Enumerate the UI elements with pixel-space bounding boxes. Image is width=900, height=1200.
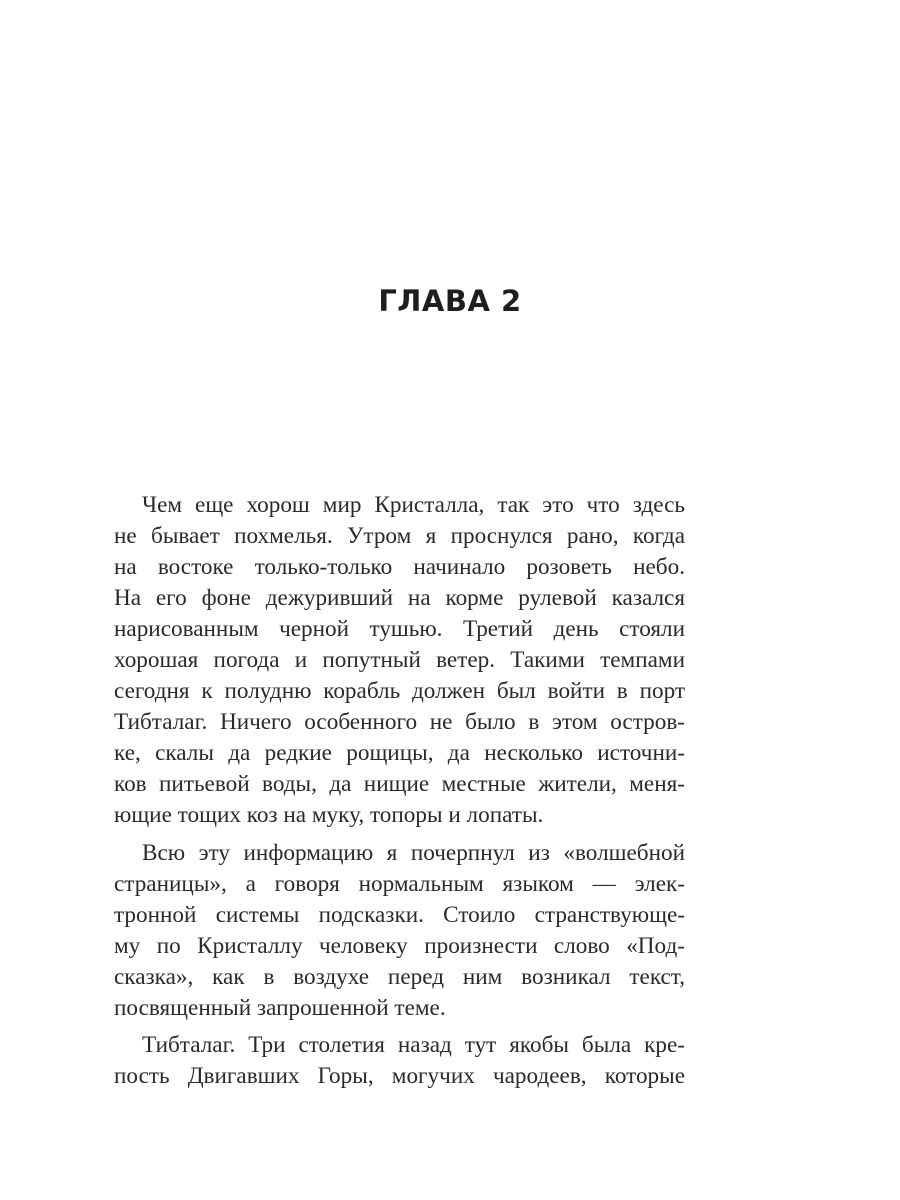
paragraph-2 <box>114 838 685 1024</box>
text-line: Тибталаг. Три столетия назад тут якобы была кре- <box>142 1031 685 1058</box>
text-line: не бывает похмелья. Утром я проснулся рано, когда <box>114 523 685 550</box>
text-line: На его фоне дежуривший на корме рулевой казался <box>114 585 685 612</box>
chapter-title: ГЛАВА 2 <box>378 284 522 318</box>
text-line: страницы», а говоря нормальным языком — элек- <box>114 870 685 897</box>
text-line: Тибталаг. Ничего особенного не было в этом остров- <box>114 709 685 736</box>
paragraph-1 <box>114 490 685 832</box>
text-line: нарисованным черной тушью. Третий день стояли <box>114 616 685 643</box>
text-line: хорошая погода и попутный ветер. Такими темпами <box>114 647 685 674</box>
text-line: му по Кристаллу человеку произнести слово «Под- <box>114 932 685 959</box>
text-line: сказка», как в воздухе перед ним возникал текст, <box>114 963 685 990</box>
text-line: посвященный запрошенной теме. <box>114 994 446 1021</box>
text-line: сегодня к полудню корабль должен был войти в порт <box>114 678 685 705</box>
text-line: ющие тощих коз на муку, топоры и лопаты. <box>114 802 544 829</box>
text-line: ков питьевой воды, да нищие местные жители, меня- <box>114 771 685 798</box>
body-text <box>114 490 685 1092</box>
text-line: пость Двигавших Горы, могучих чародеев, которые <box>114 1062 685 1089</box>
text-line: на востоке только-только начинало розоветь небо. <box>114 554 685 581</box>
text-line: Всю эту информацию я почерпнул из «волшебной <box>142 839 685 866</box>
text-line: тронной системы подсказки. Стоило странствующе- <box>114 901 685 928</box>
text-line: ке, скалы да редкие рощицы, да несколько источни- <box>114 740 685 767</box>
text-line: Чем еще хорош мир Кристалла, так это что здесь <box>142 492 685 518</box>
paragraph-3 <box>114 1030 685 1092</box>
